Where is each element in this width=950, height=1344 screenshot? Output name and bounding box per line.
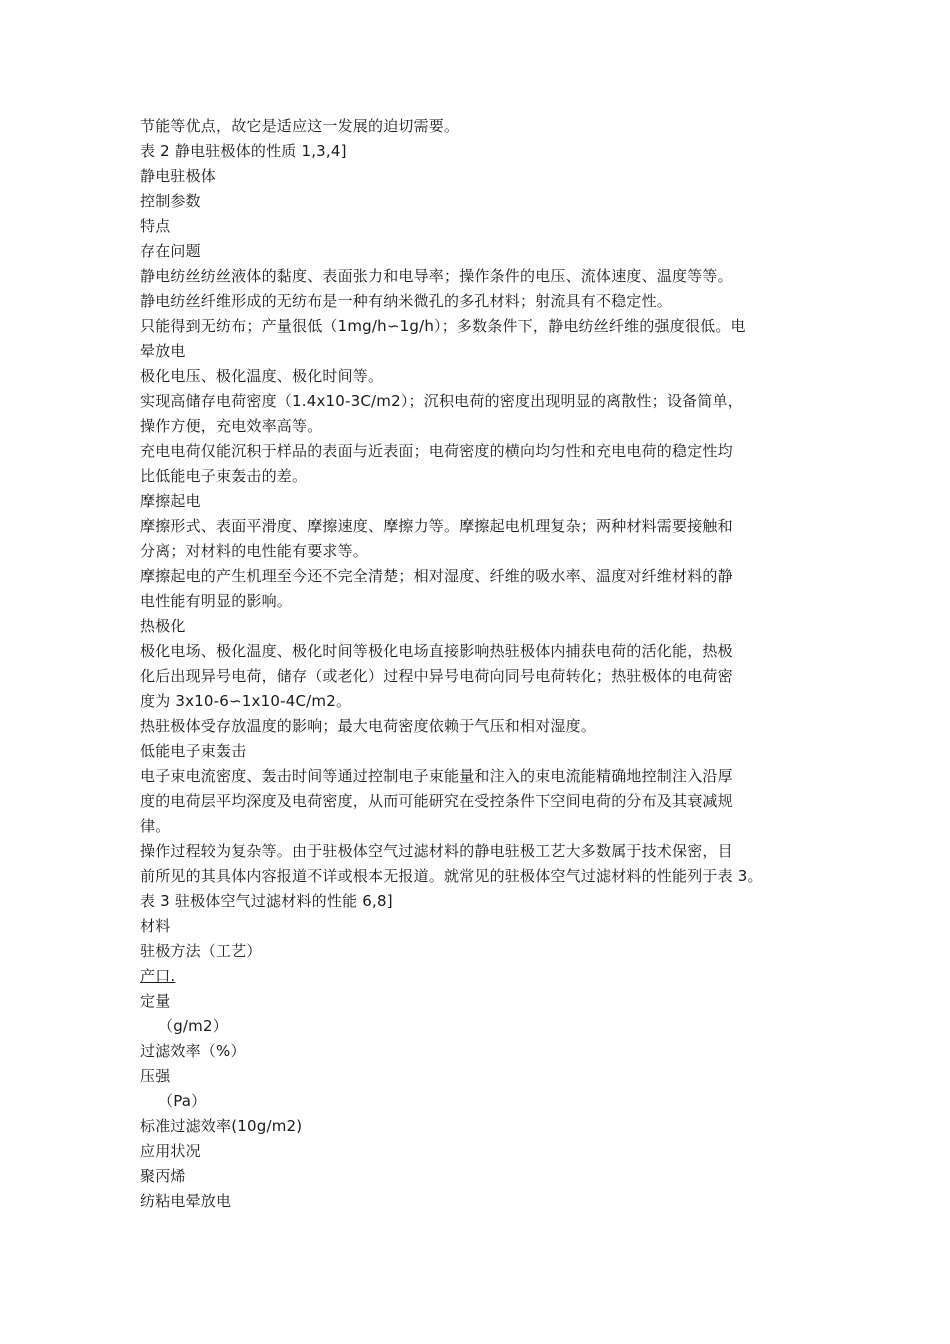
table-header-cell: 产口. bbox=[140, 967, 176, 985]
table-cell-line: 聚丙烯 bbox=[140, 1167, 186, 1185]
paragraph-line: 前所见的其具体内容报道不详或根本无报道。就常见的驻极体空气过滤材料的性能列于表 3。 bbox=[140, 867, 763, 885]
table-cell-line: 化后出现异号电荷，储存（或老化）过程中异号电荷向同号电荷转化；热驻极体的电荷密 bbox=[140, 667, 733, 685]
table-cell-line: 操作方便，充电效率高等。 bbox=[140, 417, 323, 435]
table-cell-line: 实现高储存电荷密度（1.4x10-3C/m2）；沉积电荷的密度出现明显的离散性；设备简单， bbox=[140, 392, 743, 410]
table-cell-line: 晕放电 bbox=[140, 342, 186, 360]
table-caption: 表 3 驻极体空气过滤材料的性能 6,8] bbox=[140, 892, 393, 910]
table-cell-line: 静电纺丝纺丝液体的黏度、表面张力和电导率；操作条件的电压、流体速度、温度等等。 bbox=[140, 267, 733, 285]
table-header-cell: 静电驻极体 bbox=[140, 167, 217, 185]
table-cell-line: 电性能有明显的影响。 bbox=[140, 592, 293, 610]
table-header-cell: 驻极方法（工艺） bbox=[140, 942, 262, 960]
table-header-cell: 控制参数 bbox=[140, 192, 201, 210]
table-header-cell: 定量 bbox=[140, 992, 171, 1010]
table-header-cell: 特点 bbox=[140, 217, 171, 235]
table-cell-line: 充电电荷仅能沉积于样品的表面与近表面；电荷密度的横向均匀性和充电电荷的稳定性均 bbox=[140, 442, 733, 460]
document-page bbox=[140, 114, 840, 1214]
table-cell-line: 静电纺丝纤维形成的无纺布是一种有纳米微孔的多孔材料；射流具有不稳定性。 bbox=[140, 292, 673, 310]
table-cell-line: 低能电子束轰击 bbox=[140, 742, 247, 760]
paragraph-line: 操作过程较为复杂等。由于驻极体空气过滤材料的静电驻极工艺大多数属于技术保密，目 bbox=[140, 842, 733, 860]
table-header-cell: 过滤效率（%） bbox=[140, 1042, 246, 1060]
table-cell-line: 摩擦起电的产生机理至今还不完全清楚；相对湿度、纤维的吸水率、温度对纤维材料的静 bbox=[140, 567, 733, 585]
table-cell-line: 只能得到无纺布；产量很低（1mg/h∽1g/h）；多数条件下，静电纺丝纤维的强度很低。电 bbox=[140, 317, 746, 335]
paragraph-line: 节能等优点，故它是适应这一发展的迫切需要。 bbox=[140, 117, 460, 135]
table-cell-line: 分离；对材料的电性能有要求等。 bbox=[140, 542, 369, 560]
table-cell-line: 律。 bbox=[140, 817, 171, 835]
table-header-cell: 材料 bbox=[140, 917, 171, 935]
table-header-unit: （g/m2） bbox=[158, 1017, 228, 1035]
table-header-cell: 存在问题 bbox=[140, 242, 201, 260]
table-cell-line: 热驻极体受存放温度的影响；最大电荷密度依赖于气压和相对湿度。 bbox=[140, 717, 597, 735]
table-cell-line: 度的电荷层平均深度及电荷密度，从而可能研究在受控条件下空间电荷的分布及其衰减规 bbox=[140, 792, 733, 810]
table-cell-line: 极化电场、极化温度、极化时间等极化电场直接影响热驻极体内捕获电荷的活化能，热极 bbox=[140, 642, 733, 660]
table-cell-line: 热极化 bbox=[140, 617, 186, 635]
table-cell-line: 度为 3x10-6∽1x10-4C/m2。 bbox=[140, 692, 352, 710]
table-cell-line: 摩擦形式、表面平滑度、摩擦速度、摩擦力等。摩擦起电机理复杂；两种材料需要接触和 bbox=[140, 517, 733, 535]
table-header-cell: 标准过滤效率(10g/m2) bbox=[140, 1117, 303, 1135]
table-header-cell: 压强 bbox=[140, 1067, 171, 1085]
table-cell-line: 纺粘电晕放电 bbox=[140, 1192, 232, 1210]
table-cell-line: 极化电压、极化温度、极化时间等。 bbox=[140, 367, 384, 385]
table-caption: 表 2 静电驻极体的性质 1,3,4] bbox=[140, 142, 347, 160]
table-cell-line: 比低能电子束轰击的差。 bbox=[140, 467, 308, 485]
table-cell-line: 电子束电流密度、轰击时间等通过控制电子束能量和注入的束电流能精确地控制注入沿厚 bbox=[140, 767, 733, 785]
table-header-unit: （Pa） bbox=[158, 1092, 207, 1110]
table-cell-line: 摩擦起电 bbox=[140, 492, 201, 510]
table-header-cell: 应用状况 bbox=[140, 1142, 201, 1160]
